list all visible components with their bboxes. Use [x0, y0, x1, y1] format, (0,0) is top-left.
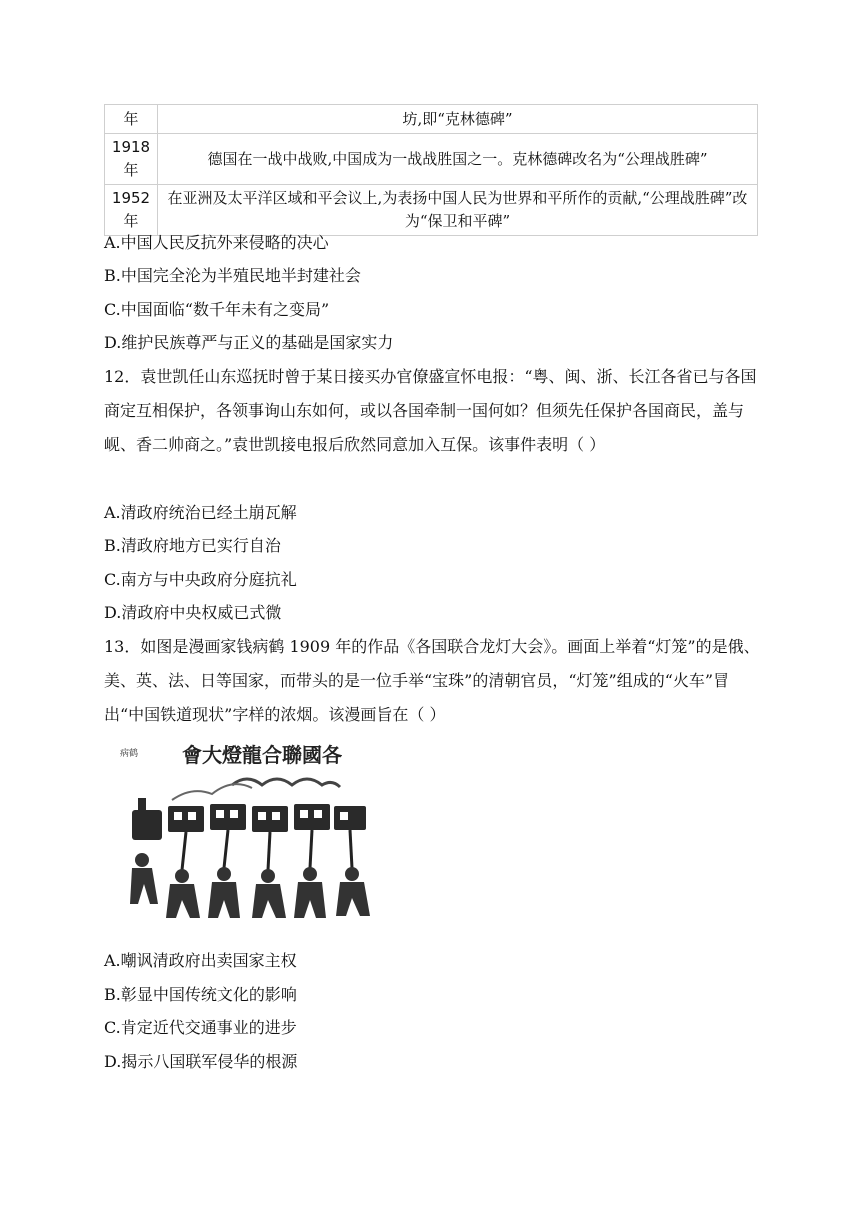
q13-option-c: C.肯定近代交通事业的进步	[104, 1018, 297, 1037]
q12-option-d: D.清政府中央权威已式微	[104, 603, 282, 622]
table-row	[105, 134, 758, 185]
q13-option-d: D.揭示八国联军侵华的根源	[104, 1052, 298, 1071]
q13-option-b: B.彰显中国传统文化的影响	[104, 985, 297, 1004]
table-row	[105, 105, 758, 134]
q13-option-a: A.嘲讽清政府出卖国家主权	[104, 951, 297, 970]
table-year-cell	[105, 185, 158, 236]
table-event-cell: 在亚洲及太平洋区域和平会议上,为表扬中国人民为世界和平所作的贡献,“公理战胜碑”改为“保卫和平碑”	[158, 185, 758, 236]
q11-option-a: A.中国人民反抗外来侵略的决心	[104, 233, 329, 252]
q11-option-d: D.维护民族尊严与正义的基础是国家实力	[104, 333, 394, 352]
q13-stem: 13．如图是漫画家钱病鹤 1909 年的作品《各国联合龙灯大会》。画面上举着“灯笼”的是俄、美、英、法、日等国家，而带头的是一位手举“宝珠”的清朝官员，“灯笼”组成的“火车”冒出“中国铁道现状”字样的浓烟。该漫画旨在（ ）	[104, 637, 760, 724]
cartoon-title: 會大燈龍合聯國各	[182, 743, 342, 767]
cartoon-signature: 病鹤	[120, 749, 139, 759]
table-event-cell: 德国在一战中战败,中国成为一战战胜国之一。克林德碑改名为“公理战胜碑”	[158, 134, 758, 185]
q12-option-c: C.南方与中央政府分庭抗礼	[104, 570, 297, 589]
q12-option-a: A.清政府统治已经土崩瓦解	[104, 503, 297, 522]
cartoon-illustration	[112, 740, 382, 930]
q11-option-c: C.中国面临“数千年未有之变局”	[104, 300, 330, 319]
history-table	[104, 104, 758, 236]
table-event-cell: 坊,即“克林德碑”	[158, 105, 758, 134]
q12-option-b: B.清政府地方已实行自治	[104, 536, 281, 555]
q11-option-b: B.中国完全沦为半殖民地半封建社会	[104, 266, 361, 285]
table-year-cell	[105, 134, 158, 185]
q12-stem: 12．袁世凯任山东巡抚时曾于某日接买办官僚盛宣怀电报：“粤、闽、浙、长江各省已与各国商定互相保护，各领事询山东如何，或以各国牵制一国何如？但须先任保护各国商民，盖与岘、香二帅商之。”袁世凯接电报后欣然同意加入互保。该事件表明（ ）	[104, 367, 757, 454]
table-year-cell: 年	[105, 105, 158, 134]
year-text: 1952 年	[111, 189, 151, 230]
year-text: 1918 年	[111, 138, 151, 179]
table-row	[105, 185, 758, 236]
